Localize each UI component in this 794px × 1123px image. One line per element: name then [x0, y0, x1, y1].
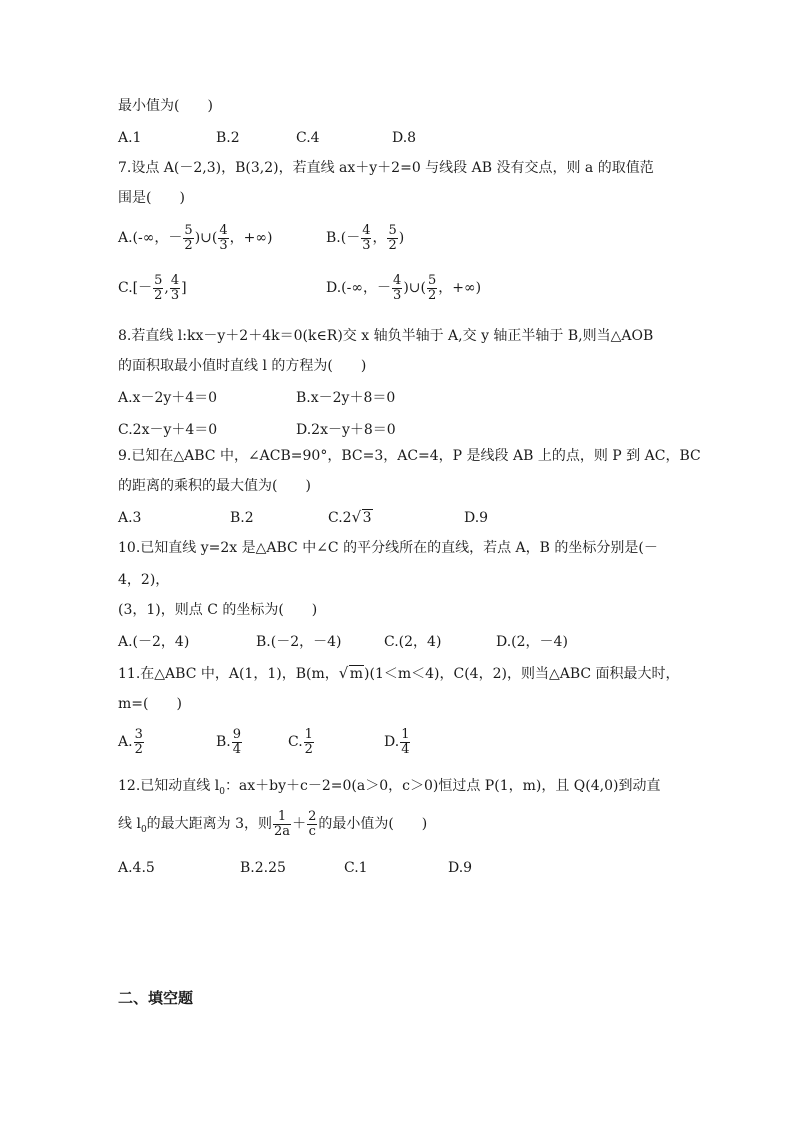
- q11-stem-line1: 11.在△ABC 中，A(1，1)，B(m，√ m)(1＜m＜4)，C(4，2)，则当△ABC 面积最大时，: [118, 664, 680, 684]
- fraction: $\frac{1}{2a}$: [274, 809, 291, 839]
- q10-option-c: C.(2，4): [384, 634, 442, 650]
- fraction: $\frac{4}{3}$: [170, 273, 180, 303]
- fraction: $\frac{5}{2}$: [427, 273, 437, 303]
- q9-option-b: B.2: [230, 510, 254, 526]
- q11-option-c: C. $\frac{1}{2}$: [288, 727, 313, 757]
- q8-option-a: A.x－2y＋4＝0: [118, 390, 218, 406]
- q7-option-d: D.(-∞，－ $\frac{4}{3}$ )∪( $\frac{5}{2}$ ，+∞): [326, 273, 482, 303]
- q8-option-d: D.2x－y＋8＝0: [296, 422, 396, 438]
- q9-stem-line1: 9.已知在△ABC 中，∠ACB=90°，BC=3，AC=4，P 是线段 AB 上的点，则 P 到 AC，BC: [118, 448, 701, 464]
- fraction: $\frac{5}{2}$: [388, 223, 397, 253]
- q7-option-c: C.[－ $\frac{5}{2}$ , $\frac{4}{3}$ ]: [118, 273, 187, 303]
- q9-option-d: D.9: [464, 510, 489, 526]
- q12-option-b: B.2.25: [240, 860, 286, 876]
- q6-option-b: B.2: [216, 130, 240, 146]
- q10-option-b: B.(－2，－4): [256, 634, 342, 650]
- q8-option-c: C.2x－y＋4＝0: [118, 422, 218, 438]
- fraction: $\frac{9}{4}$: [232, 727, 242, 757]
- q10-stem-line1: 10.已知直线 y=2x 是△ABC 中∠C 的平分线所在的直线，若点 A，B 的坐标分别是(－: [118, 540, 658, 556]
- q11-option-a: A. $\frac{3}{2}$: [118, 727, 143, 757]
- q10-stem-line3: (3，1)，则点 C 的坐标为( ): [118, 602, 318, 618]
- q10-option-d: D.(2，－4): [496, 634, 568, 650]
- q11-stem-line2: m=( ): [118, 696, 182, 712]
- section-heading: 二、填空题: [118, 989, 194, 1007]
- q12-stem-line1: 12.已知动直线 $l_0$：ax＋by＋c－2=0(a＞0，c＞0)恒过点 P(1，m)，且 Q(4,0)到动直: [118, 778, 661, 797]
- q9-option-c: C.2√ 3: [328, 508, 373, 528]
- fraction: $\frac{2}{c}$: [308, 809, 317, 839]
- fraction: $\frac{3}{2}$: [134, 727, 143, 757]
- q6-option-c: C.4: [296, 130, 320, 146]
- q6-option-d: D.8: [392, 130, 417, 146]
- fraction: $\frac{4}{3}$: [219, 223, 228, 253]
- q10-stem-line2: 4，2)，: [118, 572, 170, 588]
- q12-option-c: C.1: [344, 860, 368, 876]
- q12-option-d: D.9: [448, 860, 473, 876]
- q7-stem-line2: 围是( ): [118, 190, 185, 206]
- fraction: $\frac{4}{3}$: [393, 273, 402, 303]
- q11-option-d: D. $\frac{1}{4}$: [384, 727, 410, 757]
- sqrt-symbol: √ m: [339, 664, 364, 684]
- q11-option-b: B. $\frac{9}{4}$: [216, 727, 242, 757]
- fraction: $\frac{4}{3}$: [362, 223, 371, 253]
- fraction: $\frac{5}{2}$: [184, 223, 193, 253]
- fraction: $\frac{1}{4}$: [401, 727, 410, 757]
- q12-option-a: A.4.5: [118, 860, 155, 876]
- q6-stem-tail: 最小值为( ): [118, 98, 213, 114]
- q9-stem-line2: 的距离的乘积的最大值为( ): [118, 478, 311, 494]
- q7-option-b: B.(－ $\frac{4}{3}$ ， $\frac{5}{2}$ ): [326, 223, 405, 253]
- q7-stem-line1: 7.设点 A(－2,3)，B(3,2)，若直线 ax＋y＋2=0 与线段 AB 没有交点，则 a 的取值范: [118, 160, 654, 176]
- sqrt-symbol: √ 3: [352, 508, 373, 528]
- q8-option-b: B.x－2y＋8＝0: [296, 390, 396, 406]
- q9-option-a: A.3: [118, 510, 142, 526]
- fraction: $\frac{5}{2}$: [154, 273, 163, 303]
- q6-option-a: A.1: [118, 130, 142, 146]
- q8-stem-line2: 的面积取最小值时直线 l 的方程为( ): [118, 358, 367, 374]
- q7-option-a: A.(-∞，－ $\frac{5}{2}$ )∪( $\frac{4}{3}$ ，+∞): [118, 223, 273, 253]
- fraction: $\frac{1}{2}$: [304, 727, 313, 757]
- q8-stem-line1: 8.若直线 l:kx－y＋2＋4k＝0(k∈R)交 x 轴负半轴于 A,交 y 轴正半轴于 B,则当△AOB: [118, 328, 654, 344]
- q10-option-a: A.(－2，4): [118, 634, 190, 650]
- q12-stem-line2: 线 $l_0$的最大距离为 3，则 $\frac{1}{2a}$ ＋ $\frac{2}{c}$ 的最小值为( ): [118, 809, 428, 839]
